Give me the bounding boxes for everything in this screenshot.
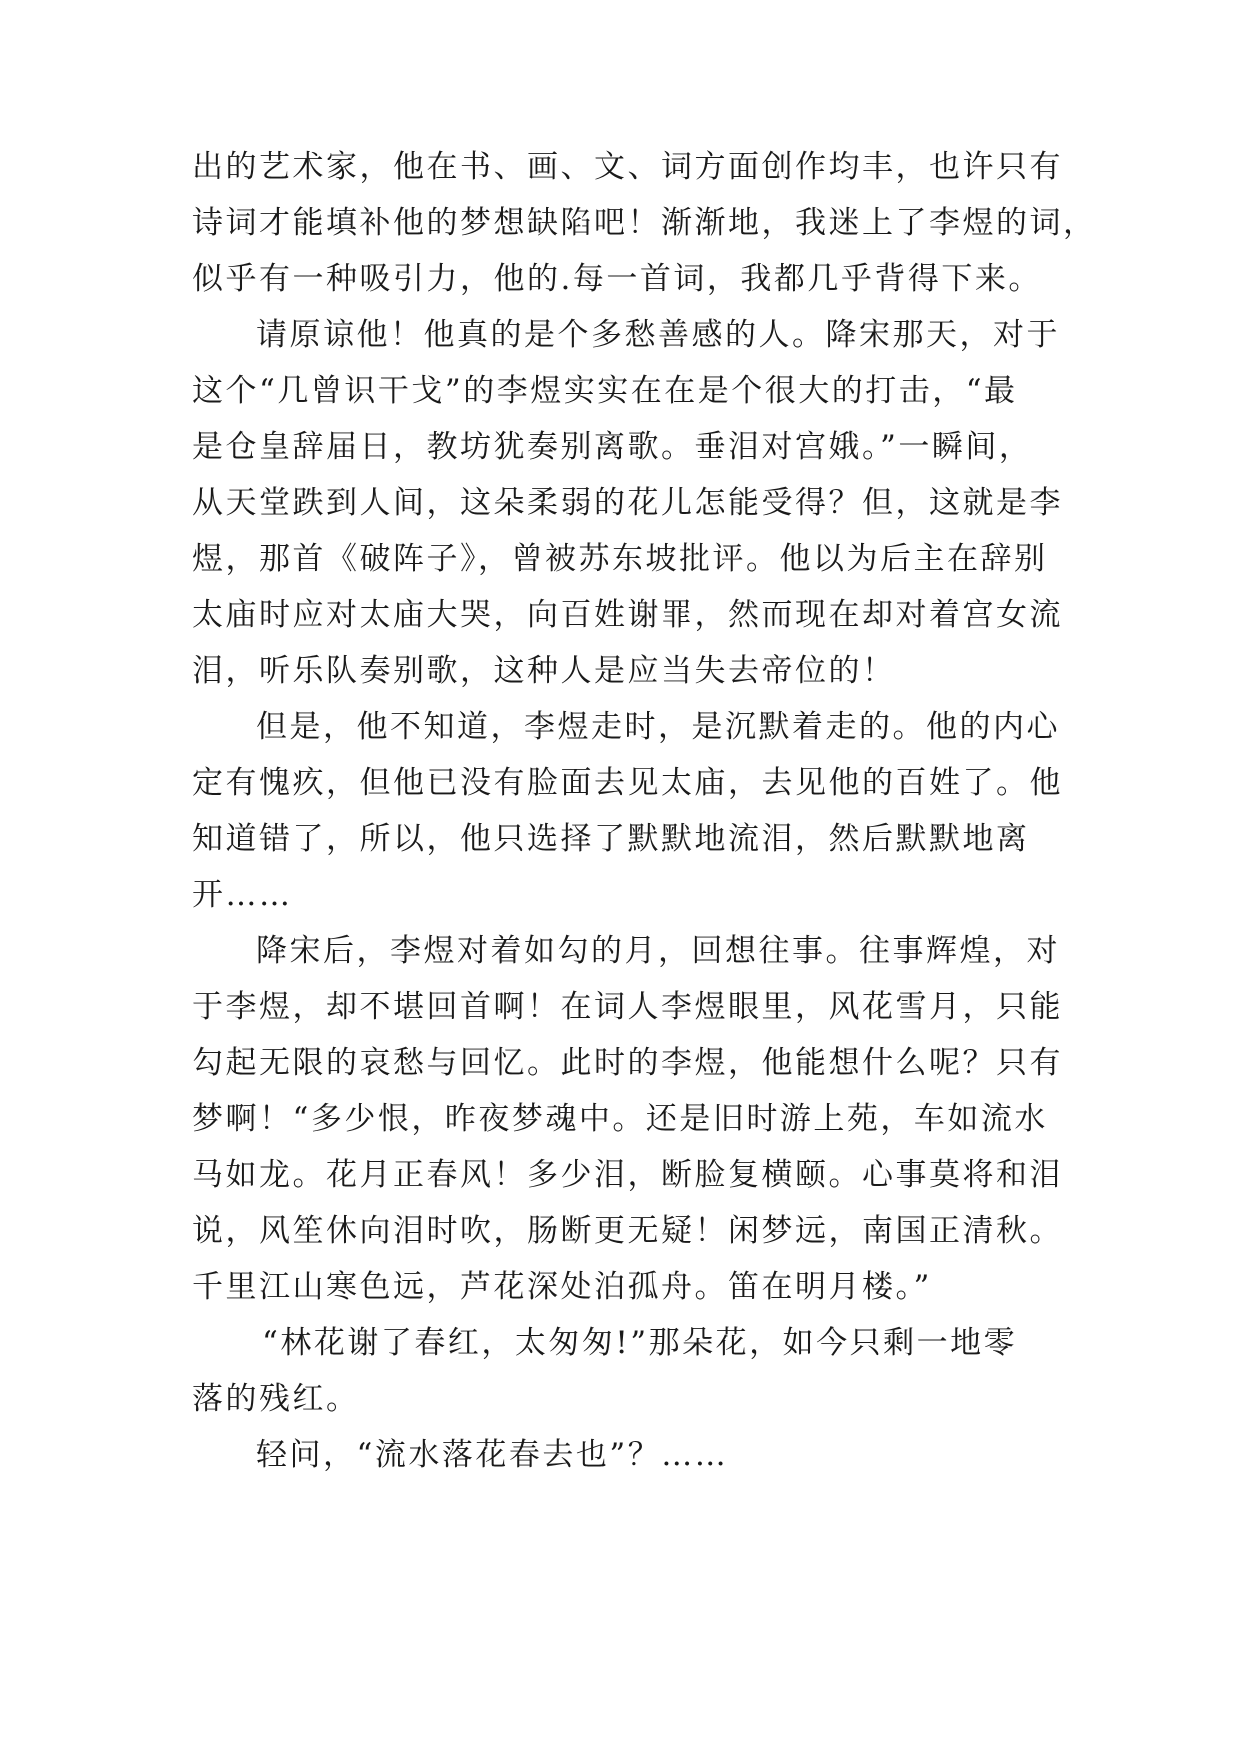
text-line: 落的残红。 [192,1381,360,1417]
paragraph-start-line: 降宋后，李煜对着如勾的月，回想往事。往事辉煌，对 [256,933,1060,969]
text-line: 梦啊！“多少恨，昨夜梦魂中。还是旧时游上苑，车如流水 [192,1101,1048,1137]
text-line: 泪，听乐队奏别歌，这种人是应当失去帝位的！ [192,653,896,689]
text-line: 从天堂跌到人间，这朵柔弱的花儿怎能受得？但，这就是李 [192,485,1063,521]
text-line: 出的艺术家，他在书、画、文、词方面创作均丰，也许只有 [192,149,1063,185]
text-line: 定有愧疚，但他已没有脸面去见太庙，去见他的百姓了。他 [192,765,1063,801]
text-line: 于李煜，却不堪回首啊！在词人李煜眼里，风花雪月，只能 [192,989,1063,1025]
text-line: 诗词才能填补他的梦想缺陷吧！渐渐地，我迷上了李煜的词， [192,205,1097,241]
text-line: 说，风笙休向泪时吹，肠断更无疑！闲梦远，南国正清秋。 [192,1213,1063,1249]
text-line: 勾起无限的哀愁与回忆。此时的李煜，他能想什么呢？只有 [192,1045,1063,1081]
text-line: 知道错了，所以，他只选择了默默地流泪，然后默默地离 [192,821,1030,857]
paragraph-start-line: 请原谅他！他真的是个多愁善感的人。降宋那天，对于 [256,317,1060,353]
text-line: 似乎有一种吸引力，他的.每一首词，我都几乎背得下来。 [192,261,1042,297]
text-line: 太庙时应对太庙大哭，向百姓谢罪，然而现在却对着宫女流 [192,597,1063,633]
paragraph-start-line: “林花谢了春红，太匆匆!”那朵花，如今只剩一地零 [262,1325,1018,1361]
text-line: 是仓皇辞届日，教坊犹奏别离歌。垂泪对宫娥。”一瞬间， [192,429,1033,465]
paragraph-start-line: 但是，他不知道，李煜走时，是沉默着走的。他的内心 [256,709,1060,745]
text-line: 千里江山寒色远，芦花深处泊孤舟。笛在明月楼。” [192,1269,932,1305]
text-line: 开…… [192,877,293,913]
text-line: 这个“几曾识干戈”的李煜实实在在是个很大的打击，“最 [192,373,1018,409]
text-line: 煜，那首《破阵子》，曾被苏东坡批评。他以为后主在辞别 [192,541,1048,577]
paragraph-start-line: 轻问，“流水落花春去也”？…… [256,1437,729,1473]
text-line: 马如龙。花月正春风！多少泪，断脸复横颐。心事莫将和泪 [192,1157,1063,1193]
